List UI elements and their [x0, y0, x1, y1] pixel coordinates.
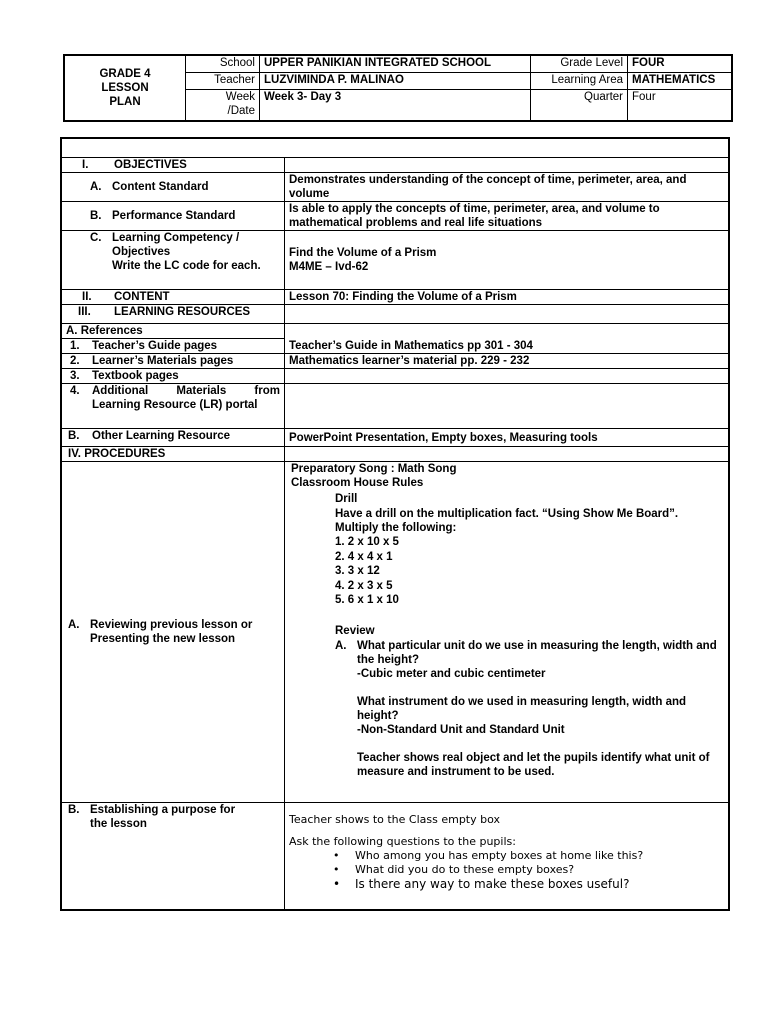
lesson-plan-table — [60, 137, 730, 911]
quarter-value: Four — [628, 90, 733, 122]
review-question-2: What instrument do we used in measuring length, width and height? — [357, 695, 687, 722]
competency-label — [61, 231, 285, 290]
reviewing-label — [61, 462, 285, 803]
purpose-question: • Is there any way to make these boxes useful? — [333, 877, 724, 891]
competency-text: Find the Volume of a Prism — [289, 247, 437, 259]
performance-standard-value: Is able to apply the concepts of time, perimeter, area, and volume to mathematical problems and real life situations — [285, 202, 730, 231]
references-label: A. References — [61, 324, 285, 339]
purpose-line2: the lesson — [90, 818, 147, 830]
content-heading — [61, 290, 285, 305]
content-num: II. — [82, 291, 92, 303]
textbook-pages-text: Textbook pages — [92, 370, 179, 382]
school-value: UPPER PANIKIAN INTEGRATED SCHOOL — [260, 55, 531, 73]
house-rules: Classroom House Rules — [291, 477, 424, 489]
review-answer-2: -Non-Standard Unit and Standard Unit — [357, 723, 565, 736]
teacher-label: Teacher — [186, 73, 260, 90]
week-value: Week 3- Day 3 — [260, 90, 531, 122]
other-resources-label — [61, 429, 285, 447]
reviewing-line2: Presenting the new lesson — [90, 633, 236, 645]
drill-title: Drill — [335, 493, 358, 505]
other-resources-letter: B. — [68, 430, 80, 442]
content-standard-value: Demonstrates understanding of the concept of time, perimeter, area, and volume — [285, 173, 730, 202]
competency-line2: Objectives — [112, 246, 171, 258]
review-answer-1: -Cubic meter and cubic centimeter — [357, 667, 546, 680]
resources-heading — [61, 305, 285, 324]
content-standard-letter: A. — [90, 181, 102, 193]
purpose-content — [285, 803, 730, 911]
grade-level-value: FOUR — [628, 55, 733, 73]
resources-blank — [285, 305, 730, 324]
lm-pages-label — [61, 354, 285, 369]
week-label-line: Week — [225, 91, 255, 103]
content-standard-text-label: Content Standard — [112, 181, 209, 193]
purpose-ask: Ask the following questions to the pupils: — [289, 835, 516, 848]
date-label-line: /Date — [227, 105, 255, 117]
lm-pages-text: Learner’s Materials pages — [92, 355, 234, 367]
drill-item: 5. 6 x 1 x 10 — [335, 594, 399, 607]
other-resources-value: PowerPoint Presentation, Empty boxes, Measuring tools — [285, 429, 730, 447]
purpose-line1: Establishing a purpose for — [90, 804, 236, 816]
reviewing-letter: A. — [68, 619, 80, 631]
competency-code: M4ME – Ivd-62 — [289, 261, 369, 273]
drill-item: 2. 4 x 4 x 1 — [335, 550, 393, 563]
review-q1-text: What particular unit do we use in measuring the length, width and the height? — [357, 639, 717, 666]
content-standard-label — [61, 173, 285, 202]
objectives-heading — [61, 158, 285, 173]
additional-materials-label — [61, 384, 285, 429]
tg-pages-text: Teacher’s Guide pages — [92, 340, 218, 352]
blank-top-row — [61, 138, 729, 158]
plan-line: PLAN — [109, 96, 141, 108]
reviewing-line1: Reviewing previous lesson or — [90, 619, 253, 631]
lm-pages-num: 2. — [70, 355, 80, 367]
review-title: Review — [335, 624, 375, 637]
textbook-pages-num: 3. — [70, 370, 80, 382]
purpose-question: • What did you do to these empty boxes? — [333, 863, 724, 877]
content-value: Lesson 70: Finding the Volume of a Prism — [285, 290, 730, 305]
purpose-intro: Teacher shows to the Class empty box — [289, 813, 501, 826]
additional-materials-value — [285, 384, 730, 429]
drill-item: 4. 2 x 3 x 5 — [335, 579, 393, 592]
purpose-letter: B. — [68, 804, 80, 816]
purpose-questions — [289, 849, 724, 891]
objectives-num: I. — [82, 159, 89, 171]
school-label: School — [186, 55, 260, 73]
textbook-pages-value — [285, 369, 730, 384]
week-label — [186, 90, 260, 122]
drill-item: 1. 2 x 10 x 5 — [335, 536, 399, 548]
competency-value — [285, 231, 730, 290]
performance-standard-text-label: Performance Standard — [112, 210, 236, 222]
competency-letter: C. — [90, 232, 102, 244]
additional-materials-text: Additional Materials from Learning Resource (LR) portal — [92, 385, 280, 411]
learning-area-value: MATHEMATICS — [628, 73, 733, 90]
tg-pages-num: 1. — [70, 340, 80, 352]
grade-block — [64, 55, 186, 121]
grade-level-label: Grade Level — [531, 55, 628, 73]
quarter-label: Quarter — [531, 90, 628, 122]
resources-num: III. — [78, 306, 91, 318]
lm-pages-value: Mathematics learner’s material pp. 229 - 232 — [285, 354, 730, 369]
learning-area-label: Learning Area — [531, 73, 628, 90]
purpose-question: • Who among you has empty boxes at home like this? — [333, 849, 724, 863]
header-table — [63, 54, 733, 122]
drill-intro: Have a drill on the multiplication fact. “Using Show Me Board”. — [335, 508, 679, 520]
procedures-blank — [285, 447, 730, 462]
textbook-pages-label — [61, 369, 285, 384]
grade-line: GRADE 4 — [99, 68, 151, 80]
preparatory-song: Preparatory Song : Math Song — [291, 463, 457, 475]
reviewing-content — [285, 462, 730, 803]
lesson-line: LESSON — [101, 82, 149, 94]
performance-standard-label — [61, 202, 285, 231]
tg-pages-label — [61, 339, 285, 354]
competency-extra: Write the LC code for each. — [112, 260, 261, 272]
tg-pages-value: Teacher’s Guide in Mathematics pp 301 - 304 — [285, 324, 730, 354]
additional-materials-num: 4. — [70, 385, 80, 397]
drill-list — [291, 535, 724, 608]
objectives-title: OBJECTIVES — [114, 159, 187, 171]
review-note: Teacher shows real object and let the pupils identify what unit of measure and instrument to be used. — [357, 751, 710, 778]
drill-item: 3. 3 x 12 — [335, 565, 380, 578]
purpose-label — [61, 803, 285, 911]
review-question-1 — [291, 638, 724, 667]
resources-label: LEARNING RESOURCES — [114, 306, 251, 318]
review-letter: A. — [335, 639, 347, 652]
objectives-blank — [285, 158, 730, 173]
procedures-heading: IV. PROCEDURES — [61, 447, 285, 462]
teacher-value: LUZVIMINDA P. MALINAO — [260, 73, 531, 90]
performance-standard-letter: B. — [90, 210, 102, 222]
drill-multiply: Multiply the following: — [335, 522, 457, 534]
content-label: CONTENT — [114, 291, 170, 303]
other-resources-text: Other Learning Resource — [92, 430, 231, 442]
competency-line1: Learning Competency / — [112, 232, 240, 244]
